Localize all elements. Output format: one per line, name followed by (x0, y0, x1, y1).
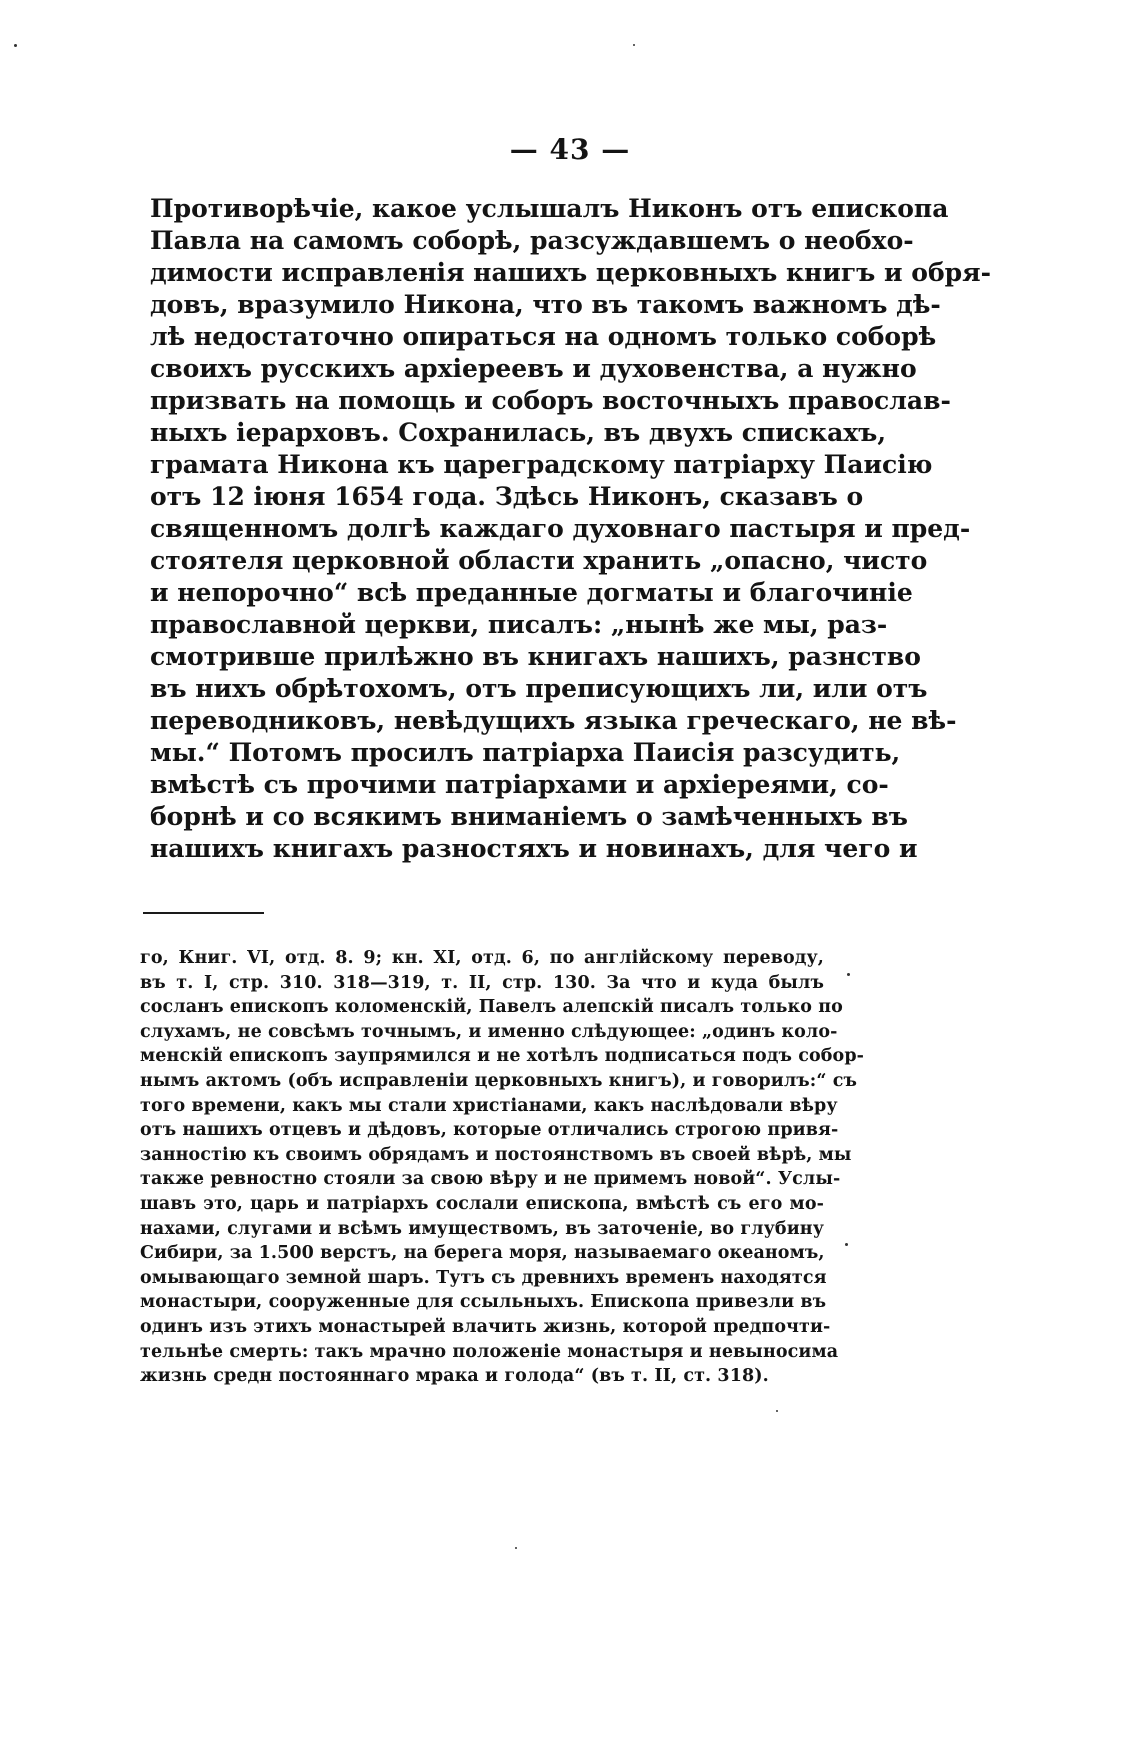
main-text-line: вмѣстѣ съ прочими патріархами и архіереями, со- (150, 770, 889, 799)
footnote-line: въ т. I, стр. 310. 318—319, т. II, стр. 130. За что и куда былъ (140, 972, 824, 993)
main-text-line: стоятеля церковной области хранить „опасно, чисто (150, 546, 928, 575)
main-text-line: и непорочно“ всѣ преданные догматы и благочиніе (150, 578, 913, 607)
footnote-line: занностію къ своимъ обрядамъ и постоянствомъ въ своей вѣрѣ, мы (140, 1144, 852, 1165)
footnote-line: менскій епископъ заупрямился и не хотѣлъ подписаться подъ собор- (140, 1046, 865, 1067)
footnote-divider (143, 912, 264, 914)
footnote-line: го, Книг. VI, отд. 8. 9; кн. XI, отд. 6, по англійскому переводу, (140, 948, 824, 968)
main-text-line: борнѣ и со всякимъ вниманіемъ о замѣченныхъ въ (150, 802, 908, 831)
scan-speck (515, 1547, 517, 1549)
main-text-line: священномъ долгѣ каждаго духовнаго пастыря и пред- (150, 514, 971, 543)
footnote-line: омывающаго земной шаръ. Тутъ съ древнихъ временъ находятся (140, 1267, 827, 1288)
footnote-line: нымъ актомъ (объ исправленіи церковныхъ книгъ), и говорилъ:“ съ (140, 1070, 857, 1091)
main-text-line: Противорѣчіе, какое услышалъ Никонъ отъ епископа (150, 194, 949, 223)
main-text-line: переводниковъ, невѣдущихъ языка греческаго, не вѣ- (150, 706, 957, 735)
footnote-line: сосланъ епископъ коломенскій, Павелъ алепскій писалъ только по (140, 997, 843, 1018)
main-text-line: лѣ недостаточно опираться на одномъ только соборѣ (150, 322, 937, 351)
main-text-line: Павла на самомъ соборѣ, разсуждавшемъ о необхо- (150, 226, 914, 255)
scan-speck (14, 44, 17, 47)
main-text-block (150, 193, 991, 865)
main-text-line: мы.“ Потомъ просилъ патріарха Паисія разсудить, (150, 738, 901, 767)
main-text-line: смотрившe прилѣжно въ книгахъ нашихъ, разнство (150, 642, 921, 671)
footnote-line: тельнѣе смерть: такъ мрачно положеніе монастыря и невыносима (140, 1341, 839, 1362)
footnote-block (140, 946, 865, 1389)
main-text-line: димости исправленія нашихъ церковныхъ книгъ и обря- (150, 258, 991, 287)
main-text-line: въ нихъ обрѣтохомъ, отъ преписующихъ ли, или отъ (150, 674, 928, 703)
main-text-line: ныхъ іерарховъ. Сохранилась, въ двухъ спискахъ, (150, 418, 887, 447)
main-text-line: православной церкви, писалъ: „нынѣ же мы, раз- (150, 610, 888, 639)
scan-speck (633, 44, 635, 46)
main-text-line: призвать на помощь и соборъ восточныхъ православ- (150, 386, 951, 415)
scan-speck (845, 1243, 848, 1246)
footnote-line: отъ нашихъ отцевъ и дѣдовъ, которые отличались строгою привя- (140, 1120, 839, 1141)
main-text-line: своихъ русскихъ архіереевъ и духовенства, а нужно (150, 354, 917, 383)
main-text-line: нашихъ книгахъ разностяхъ и новинахъ, для чего и (150, 834, 918, 863)
footnote-line: монастыри, сооруженные для ссыльныхъ. Епископа привезли въ (140, 1292, 827, 1313)
main-text-line: отъ 12 іюня 1654 года. Здѣсь Никонъ, сказавъ о (150, 482, 864, 511)
footnote-line: также ревностно стояли за свою вѣру и не примемъ новой“. Услы- (140, 1169, 841, 1190)
footnote-line: жизнь средн постояннаго мрака и голода“ (въ т. II, ст. 318). (140, 1366, 769, 1387)
footnote-line: шавъ это, царь и патріархъ сослали епископа, вмѣстѣ съ его мо- (140, 1193, 824, 1214)
footnote-line: одинъ изъ этихъ монастырей влачить жизнь, которой предпочти- (140, 1316, 831, 1337)
main-text-line: довъ, вразумило Никона, что въ такомъ важномъ дѣ- (150, 290, 941, 319)
scan-speck (847, 973, 850, 976)
scan-speck (776, 1410, 778, 1412)
page-number: — 43 — (509, 133, 631, 166)
footnote-line: нахами, слугами и всѣмъ имуществомъ, въ заточеніе, во глубину (140, 1218, 824, 1239)
footnote-line: Сибири, за 1.500 верстъ, на берега моря, называемаго океаномъ, (140, 1243, 825, 1264)
footnote-line: того времени, какъ мы стали христіанами, какъ наслѣдовали вѣру (140, 1095, 838, 1116)
footnote-line: слухамъ, не совсѣмъ точнымъ, и именно слѣдующее: „одинъ коло- (140, 1021, 838, 1042)
main-text-line: грамата Никона къ цареградскому патріарху Паисію (150, 450, 933, 479)
